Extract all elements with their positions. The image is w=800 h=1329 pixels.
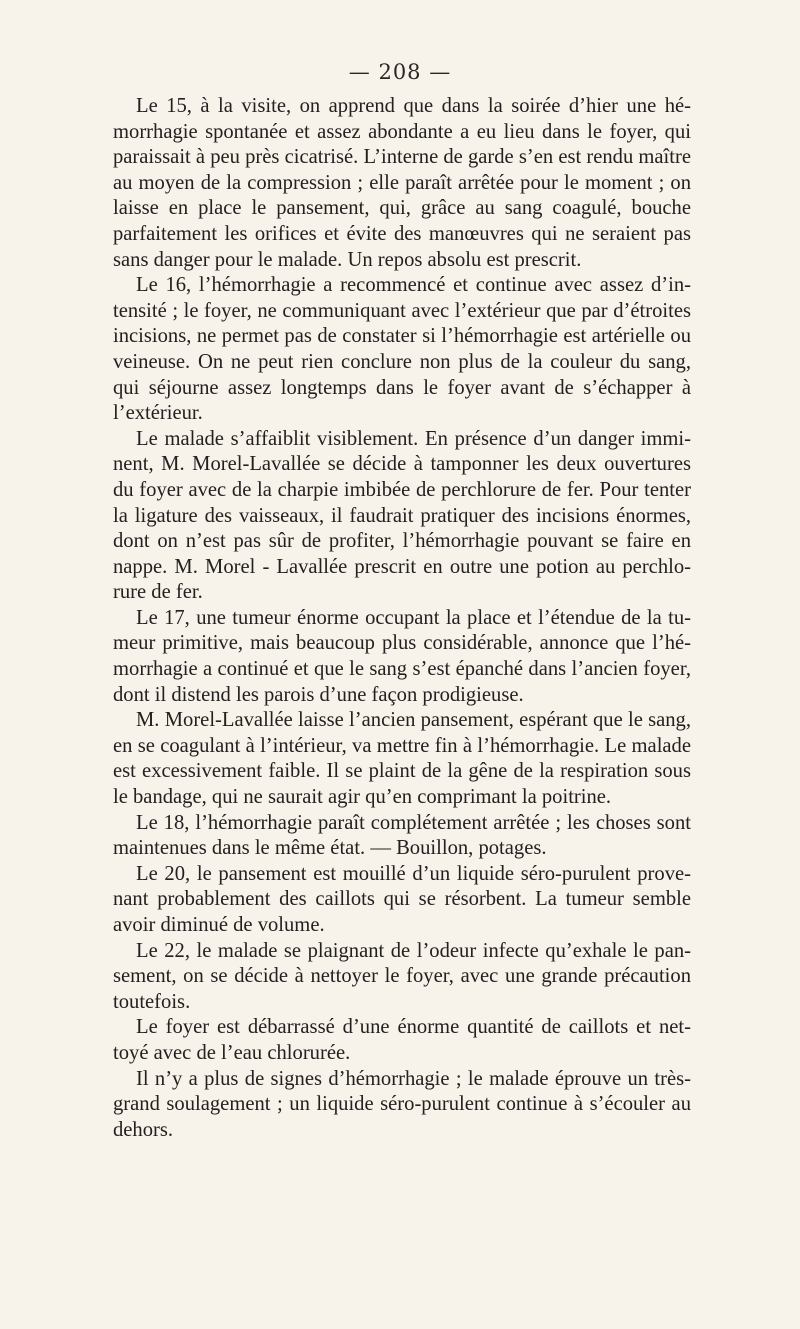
paragraph-final: Il n’y a plus de signes d’hémorrhagie ; le malade éprouve un trèsgrand soulagement ; un liquide séro-purulent continue à s’écouler au dehors. <box>113 1067 691 1141</box>
paragraph-pansement: M. Morel-Lavallée laisse l’ancien pansement, espérant que le sang, en se coagulant à l’intérieur, va mettre fin à l’hémorrhagie. Le malade est excessivement faible. Il se plaint de la gêne de la respiration sous le bandage, qui ne saurait agir qu’en comprimant la poitrine. <box>113 709 691 809</box>
page-number: — 208 — <box>348 60 452 84</box>
body-text <box>113 94 691 1143</box>
paragraph-16: Le 16, l’hémorrhagie a recommencé et continue avec assez d’intensité ; le foyer, ne communiquant avec l’extérieur que par d’étroites incisions, ne permet pas de constater si l’hémorrhagie est artérielle ou veineuse. On ne peut rien conclure non plus de la couleur du sang, qui séjourne assez longtemps dans le foyer avant de s’échapper à l’extérieur. <box>113 274 691 425</box>
paragraph-foyer: Le foyer est débarrassé d’une énorme quantité de caillots et nettoyé avec de l’eau chlorurée. <box>113 1016 691 1064</box>
paragraph-20: Le 20, le pansement est mouillé d’un liquide séro-purulent provenant probablement des caillots qui se résorbent. La tumeur semble avoir diminué de volume. <box>113 862 691 936</box>
paragraph-18: Le 18, l’hémorrhagie paraît complétement arrêtée ; les choses sont maintenues dans le même état. — Bouillon, potages. <box>113 811 691 860</box>
paragraph-15: Le 15, à la visite, on apprend que dans la soirée d’hier une hémorrhagie spontanée et assez abondante a eu lieu dans le foyer, qui paraissait à peu près cicatrisé. L’interne de garde s’en est rendu maître au moyen de la compression ; elle paraît arrêtée pour le moment ; on laisse en place le pansement, qui, grâce au sang coagulé, bouche parfaitement les orifices et évite des manœuvres qui ne seraient pas sans danger pour le malade. Un repos absolu est prescrit. <box>113 95 691 271</box>
paragraph-affaiblit: Le malade s’affaiblit visiblement. En présence d’un danger imminent, M. Morel-Lavallée se décide à tamponner les deux ouvertures du foyer avec de la charpie imbibée de perchlorure de fer. Pour tenter la ligature des vaisseaux, il faudrait pratiquer des incisions énormes, dont on n’est pas sûr de profiter, l’hémorrhagie pouvant se faire en nappe. M. Morel - Lavallée prescrit en outre une potion au perchlorure de fer. <box>113 427 691 604</box>
paragraph-17: Le 17, une tumeur énorme occupant la place et l’étendue de la tumeur primitive, mais beaucoup plus considérable, annonce que l’hémorrhagie a continué et que le sang s’est épanché dans l’ancien foyer, dont il distend les parois d’une façon prodigieuse. <box>113 606 691 706</box>
paragraph-22: Le 22, le malade se plaignant de l’odeur infecte qu’exhale le pansement, on se décide à nettoyer le foyer, avec une grande précaution toutefois. <box>113 939 691 1013</box>
